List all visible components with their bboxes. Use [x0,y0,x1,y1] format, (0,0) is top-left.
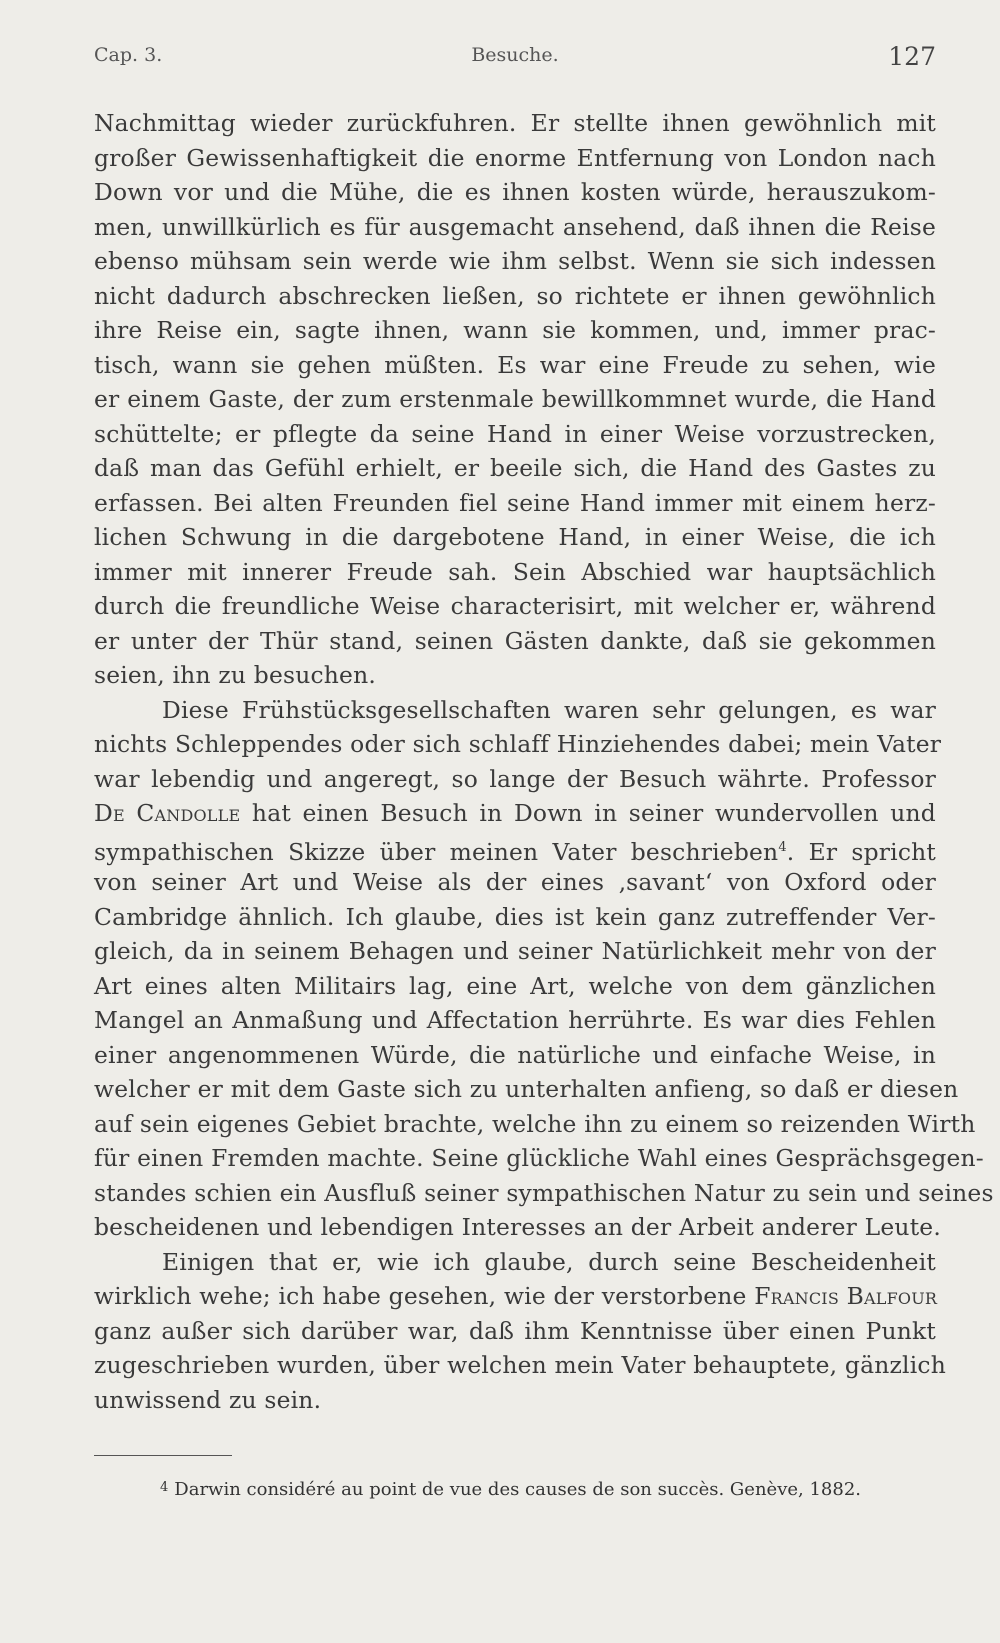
text-line: großer Gewissenhaftigkeit die enorme Entfernung von London nach [94,143,936,172]
text-fragment: hat einen Besuch in Down in seiner wundervollen und [240,799,936,827]
text-line: seien, ihn zu besuchen. [94,661,376,689]
text-line: welcher er mit dem Gaste sich zu unterhalten anfieng, so daß er diesen [94,1075,959,1103]
running-head [94,44,936,74]
footnote [160,1476,936,1502]
text-line: ganz außer sich darüber war, daß ihm Kenntnisse über einen Punkt [94,1316,936,1345]
text-line: zugeschrieben wurden, über welchen mein Vater behauptete, gänzlich [94,1351,946,1379]
text-line: daß man das Gefühl erhielt, er beeile sich, die Hand des Gastes zu [94,454,936,482]
text-line: Mangel an Anmaßung und Affectation herrührte. Es war dies Fehlen [94,1006,936,1034]
footnote-reference[interactable]: 4 [778,839,787,855]
text-line: Down vor und die Mühe, die es ihnen kosten würde, herauszukom- [94,178,936,206]
text-line: er unter der Thür stand, seinen Gästen dankte, daß sie gekommen [94,626,936,655]
text-line [94,1279,936,1314]
text-line [94,796,936,831]
text-fragment: . Er spricht [786,837,937,866]
footnote-text: Darwin considéré au point de vue des causes de son succès. Genève, 1882. [174,1479,861,1500]
text-line: tisch, wann sie gehen müßten. Es war eine Freude zu sehen, wie [94,350,936,379]
text-line: war lebendig und angeregt, so lange der Besuch währte. Professor [94,764,936,793]
text-line: erfassen. Bei alten Freunden fiel seine Hand immer mit einem herz- [94,488,936,517]
text-line: einer angenommenen Würde, die natürliche und einfache Weise, in [94,1040,936,1069]
text-line: Diese Frühstücksgesellschaften waren sehr gelungen, es war [162,695,936,724]
text-line: immer mit innerer Freude sah. Sein Abschied war hauptsächlich [94,557,936,586]
text-line: unwissend zu sein. [94,1385,322,1414]
text-line: men, unwillkürlich es für ausgemacht ansehend, daß ihnen die Reise [94,212,936,241]
text-line: schüttelte; er pflegte da seine Hand in einer Weise vorzustrecken, [94,419,936,448]
text-fragment: wirklich wehe; ich habe gesehen, wie der verstorbene [94,1282,755,1310]
text-line: gleich, da in seinem Behagen und seiner Natürlichkeit mehr von der [94,937,936,965]
text-line: nicht dadurch abschrecken ließen, so richtete er ihnen gewöhnlich [94,281,936,310]
page-number: 127 [888,42,936,71]
body-text [94,106,994,1417]
text-line: von seiner Art und Weise als der eines ‚savant‘ von Oxford oder [94,868,936,896]
person-name: De Candolle [94,799,241,827]
text-line: er einem Gaste, der zum erstenmale bewillkommnet wurde, die Hand [94,385,936,413]
section-title: Besuche. [471,44,559,66]
text-line: ebenso mühsam sein werde wie ihm selbst. Wenn sie sich indessen [94,247,936,275]
text-line: für einen Fremden machte. Seine glückliche Wahl eines Gesprächsgegen- [94,1144,984,1172]
text-fragment: sympathischen Skizze über meinen Vater beschrieben [94,837,779,866]
text-line: nichts Schleppendes oder sich schlaff Hinziehendes dabei; mein Vater [94,730,942,758]
text-line: Einigen that er, wie ich glaube, durch seine Bescheidenheit [162,1247,936,1276]
footnote-mark: 4 [160,1480,169,1495]
text-line: bescheidenen und lebendigen Interesses an der Arbeit anderer Leute. [94,1213,941,1241]
text-line: lichen Schwung in die dargebotene Hand, in einer Weise, die ich [94,523,936,551]
text-line: Art eines alten Militairs lag, eine Art, welche von dem gänzlichen [94,971,936,1000]
chapter-label: Cap. 3. [94,44,163,66]
text-line: standes schien ein Ausfluß seiner sympathischen Natur zu sein und seines [94,1178,994,1207]
footnote-divider [94,1455,232,1456]
text-line: durch die freundliche Weise characterisirt, mit welcher er, während [94,592,936,620]
person-name: Francis Balfour [754,1282,938,1310]
text-line: auf sein eigenes Gebiet brachte, welche ihn zu einem so reizenden Wirth [94,1109,976,1138]
text-line: Cambridge ähnlich. Ich glaube, dies ist kein ganz zutreffender Ver- [94,902,936,931]
text-line: ihre Reise ein, sagte ihnen, wann sie kommen, und, immer prac- [94,316,936,344]
text-line [94,831,936,866]
text-line: Nachmittag wieder zurückfuhren. Er stellte ihnen gewöhnlich mit [94,109,936,137]
